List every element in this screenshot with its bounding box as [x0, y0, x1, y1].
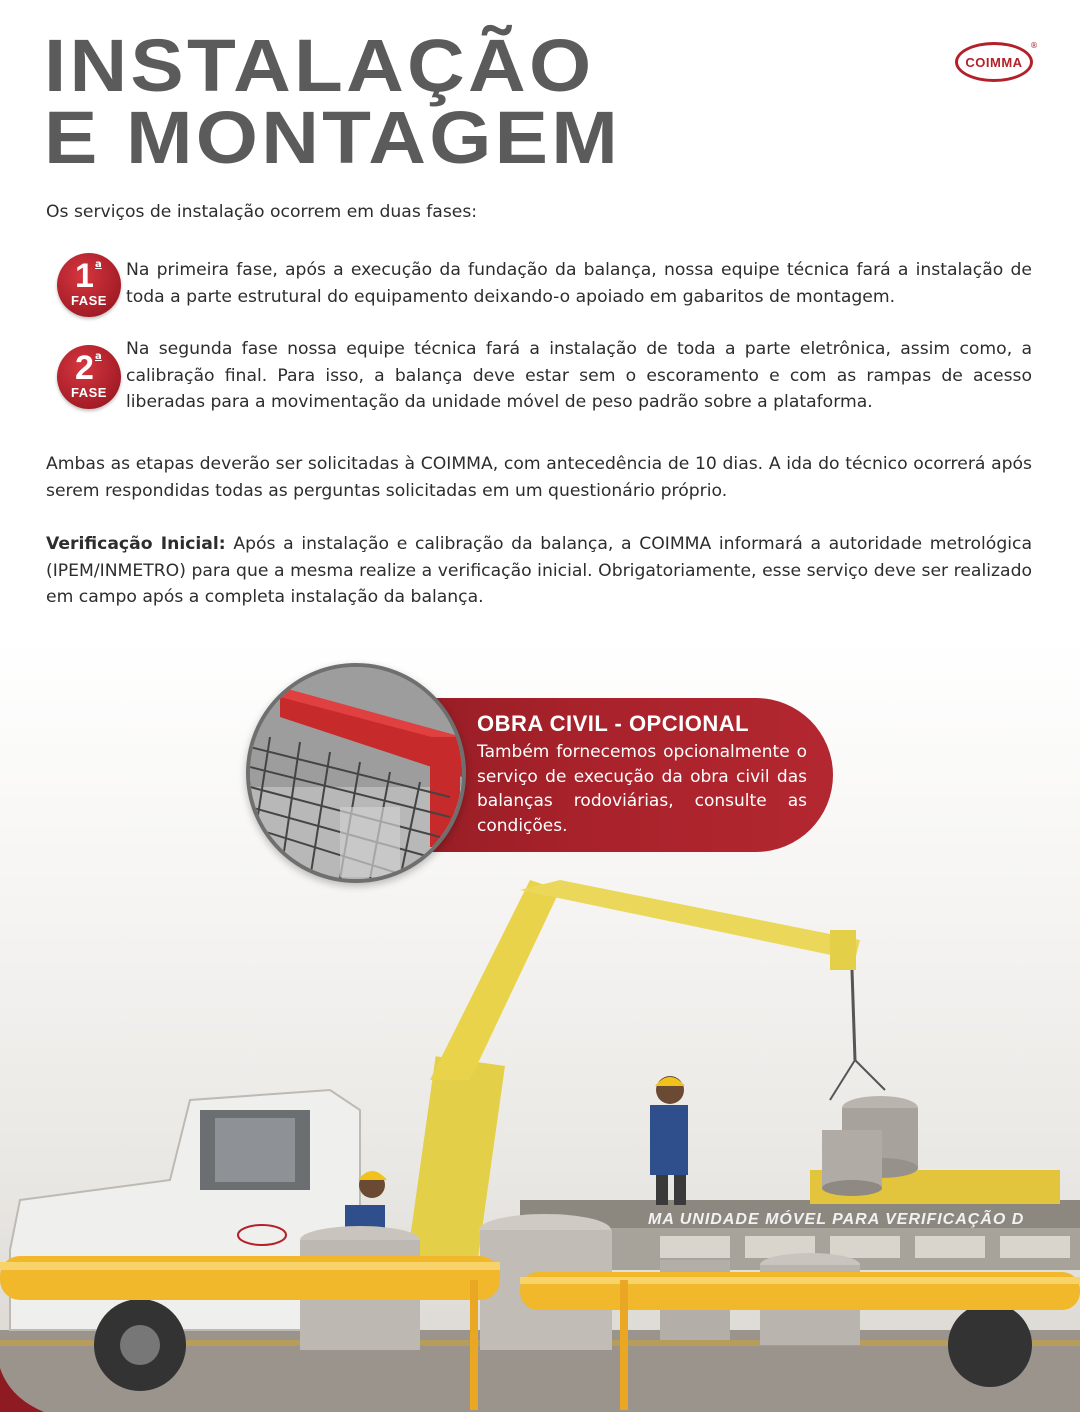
- phase-2-ordinal: a: [95, 351, 102, 362]
- callout-text: Também fornecemos opcionalmente o serviço de execução da obra civil das balanças rodoviárias, consulte as condições.: [477, 742, 807, 836]
- phase-2: [57, 339, 1032, 425]
- verificacao-paragraph: [46, 531, 1032, 611]
- title-line-2: E MONTAGEM: [44, 96, 622, 179]
- phase-1: [57, 253, 1032, 315]
- verificacao-text: Após a instalação e calibração da balança, a COIMMA informará a autoridade metrológica (IPEM/INMETRO) para que a mesma realize a verificação inicial. Obrigatoriamente, esse serviço deve ser realizado em campo após a completa instalação da balança.: [46, 534, 1032, 607]
- logo-text: COIMMA: [965, 54, 1023, 70]
- construction-detail-photo: [246, 663, 466, 883]
- phase-2-number: 2: [75, 349, 94, 387]
- registered-mark: ®: [1030, 41, 1038, 50]
- phase-1-number: 1: [75, 257, 94, 295]
- coimma-logo: [955, 41, 1038, 82]
- verificacao-label: Verificação Inicial:: [46, 534, 226, 554]
- phase-1-text: Na primeira fase, após a execução da fundação da balança, nossa equipe técnica fará a instalação de toda a parte estrutural do equipamento deixando-o apoiado em gabaritos de montagem.: [126, 260, 1032, 307]
- callout-title: OBRA CIVIL - OPCIONAL: [477, 711, 750, 736]
- corner-accent: [0, 1368, 44, 1412]
- phase-1-label: FASE: [71, 293, 107, 308]
- phase-1-ordinal: a: [95, 259, 102, 270]
- ambas-paragraph: Ambas as etapas deverão ser solicitadas à COIMMA, com antecedência de 10 dias. A ida do técnico ocorrerá após serem respondidas todas as perguntas solicitadas em um questionário próprio.: [46, 454, 1032, 501]
- phase-2-label: FASE: [71, 385, 107, 400]
- truck-side-lettering: MA UNIDADE MÓVEL PARA VERIFICAÇÃO D: [648, 1211, 1025, 1228]
- intro-paragraph: Os serviços de instalação ocorrem em duas fases:: [46, 202, 478, 222]
- page-title: [44, 24, 622, 179]
- phase-1-badge: [57, 253, 121, 317]
- phase-2-text: Na segunda fase nossa equipe técnica fará a instalação de toda a parte eletrônica, assim como, a calibração final. Para isso, a balança deve estar sem o escoramento e com as rampas de acesso liberadas para a movimentação da unidade móvel de peso padrão sobre a plataforma.: [126, 339, 1032, 412]
- title-line-1: INSTALAÇÃO: [44, 24, 595, 107]
- phase-2-badge: [57, 345, 121, 409]
